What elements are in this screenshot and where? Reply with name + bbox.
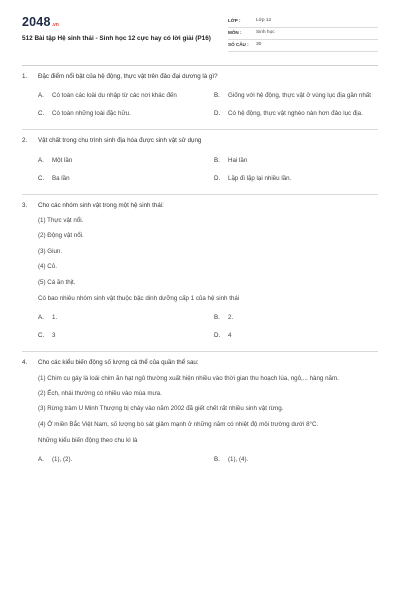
answer-options (38, 453, 378, 467)
answer-options (38, 311, 378, 343)
question-2 (22, 130, 378, 194)
option-text: Một lần (52, 156, 73, 164)
option-letter: A. (38, 156, 44, 164)
option-d[interactable] (214, 329, 378, 343)
question-number: 3. (22, 201, 28, 209)
option-text: 1. (52, 314, 58, 322)
statement: (5) Cá ăn thịt. (38, 278, 76, 286)
option-text: Giống với hệ động, thực vật ở vùng lục địa gần nhất (228, 92, 371, 100)
info-label: MÔN : (228, 30, 242, 36)
answer-options (38, 89, 378, 121)
option-b[interactable] (214, 154, 378, 168)
site-logo[interactable] (22, 14, 217, 31)
question-number: 4. (22, 359, 28, 367)
statement: (3) Giun. (38, 247, 63, 255)
option-b[interactable] (214, 311, 378, 325)
option-a[interactable] (38, 154, 202, 168)
option-letter: D. (214, 110, 221, 118)
option-text: 4 (228, 332, 232, 340)
statement: (4) Ở miền Bắc Việt Nam, số lượng bò sát giảm mạnh ở những năm có nhiệt độ môi trường dưới 8°C. (38, 420, 319, 428)
info-value: Sinh học (256, 30, 275, 36)
option-letter: A. (38, 92, 44, 100)
option-letter: B. (214, 156, 220, 164)
option-letter: A. (38, 314, 44, 322)
statement: (4) Cỏ. (38, 263, 57, 271)
statement: (2) Động vật nổi. (38, 232, 84, 240)
statement: (3) Rừng tràm U Minh Thượng bị cháy vào năm 2002 đã giết chết rất nhiều sinh vật rừng. (38, 405, 284, 413)
question-4 (22, 352, 378, 475)
option-text: Có toàn những loài đặc hữu. (52, 110, 131, 118)
option-text: Lặp đi lặp lại nhiều lần. (228, 174, 292, 182)
question-number: 2. (22, 137, 28, 145)
question-text: Cho các kiểu biến động số lượng cá thể của quần thể sau: (38, 359, 199, 367)
option-c[interactable] (38, 172, 202, 186)
info-label: SỐ CÂU : (228, 42, 249, 48)
answer-options (38, 154, 378, 186)
option-letter: D. (214, 332, 221, 340)
option-letter: B. (214, 314, 220, 322)
statement: (2) Ếch, nhái thường có nhiều vào mùa mưa. (38, 389, 162, 397)
option-c[interactable] (38, 329, 202, 343)
document-header (22, 14, 378, 52)
logo-suffix-text: .vn (51, 22, 59, 28)
option-text: Ba lần (52, 174, 70, 182)
option-a[interactable] (38, 453, 202, 467)
question-number: 1. (22, 73, 28, 80)
question-text: Cho các nhóm sinh vật trong một hệ sinh thái: (38, 201, 164, 209)
option-b[interactable] (214, 453, 378, 467)
statement: (1) Thực vật nổi. (38, 217, 84, 225)
option-text: (1), (2). (52, 456, 73, 464)
option-letter: A. (38, 456, 44, 464)
document-title: 512 Bài tập Hệ sinh thái - Sinh học 12 cực hay có lời giải (P16) (22, 34, 211, 42)
option-a[interactable] (38, 89, 202, 103)
question-text: Vật chất trong chu trình sinh địa hóa được sinh vật sử dụng (38, 137, 202, 145)
option-letter: D. (214, 174, 221, 182)
option-text: Hai lần (228, 156, 248, 164)
option-text: Có hệ động, thực vật nghèo nàn hơn đảo lục địa. (228, 110, 363, 118)
logo-main-text: 2048 (22, 15, 51, 29)
info-row-count (228, 40, 378, 52)
info-row-class (228, 16, 378, 28)
header-left (22, 14, 217, 44)
option-letter: C. (38, 332, 45, 340)
info-table (228, 16, 378, 52)
question-1 (22, 66, 378, 130)
option-letter: C. (38, 110, 45, 118)
option-d[interactable] (214, 107, 378, 121)
option-text: 3 (52, 332, 56, 340)
option-a[interactable] (38, 311, 202, 325)
info-value: Lớp 12 (256, 18, 272, 24)
statement: (1) Chim cu gáy là loài chim ăn hạt ngô thường xuất hiện nhiều vào thời gian thu hoạch lúa, ngô,... hàng năm. (38, 374, 339, 382)
option-b[interactable] (214, 89, 378, 103)
info-row-subject (228, 28, 378, 40)
question-3 (22, 195, 378, 353)
option-text: (1), (4). (228, 456, 249, 464)
sub-question: Có bao nhiêu nhóm sinh vật thuộc bậc dinh dưỡng cấp 1 của hệ sinh thái (38, 294, 240, 302)
option-letter: C. (38, 174, 45, 182)
sub-question: Những kiểu biến động theo chu kì là (38, 437, 138, 445)
option-text: Có toàn các loài du nhập từ các nơi khác đến (52, 92, 177, 100)
option-d[interactable] (214, 172, 378, 186)
option-c[interactable] (38, 107, 202, 121)
info-value: 30 (256, 42, 262, 48)
option-text: 2. (228, 314, 234, 322)
option-letter: B. (214, 456, 220, 464)
option-letter: B. (214, 92, 220, 100)
question-text: Đặc điểm nổi bật của hệ động, thực vật trên đảo đại dương là gì? (38, 73, 218, 80)
info-label: LỚP : (228, 18, 241, 24)
